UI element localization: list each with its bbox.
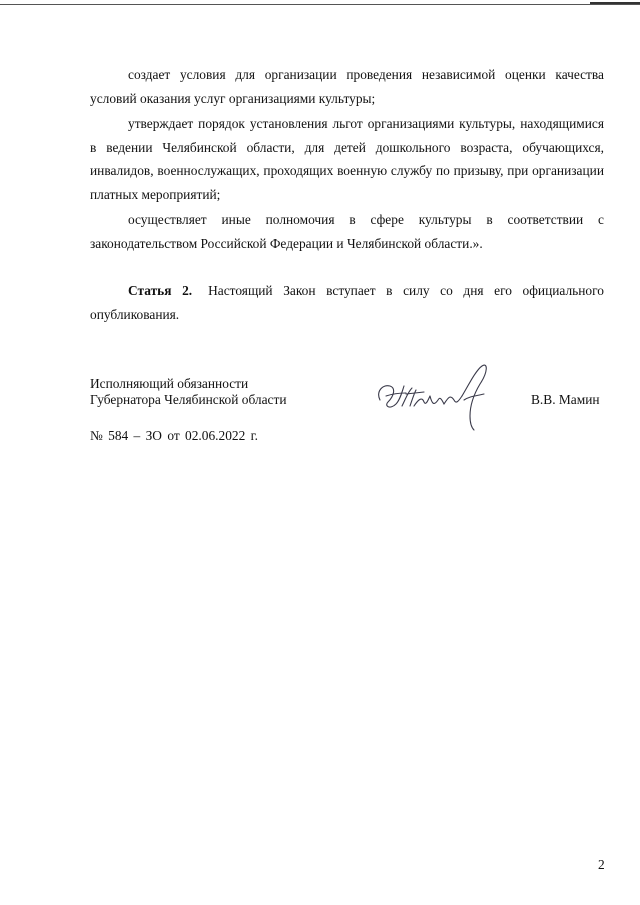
signatory-position-line-2: Губернатора Челябинской области — [90, 392, 287, 407]
top-border-line-accent — [590, 2, 640, 4]
signatory-position-line-1: Исполняющий обязанности — [90, 376, 249, 391]
paragraph-text: осуществляет иные полномочия в сфере культуры в соответствии с законодательством Российской Федерации и Челябинской области.». — [90, 212, 604, 251]
article-text: Настоящий Закон вступает в силу со дня его официального опубликования. — [90, 283, 604, 322]
top-border-line — [0, 4, 640, 5]
signatory-position — [90, 376, 287, 408]
paragraph-text: утверждает порядок установления льгот организациями культуры, находящимися в ведении Челябинской области, для детей дошкольного возраста, обучающихся, инвалидов, военнослужащих, проходящих военную службу по призыву, при организации платных мероприятий; — [90, 116, 604, 202]
body-paragraph — [90, 112, 604, 206]
article-label: Статья 2. — [128, 283, 193, 298]
paragraph-text: создает условия для организации проведения независимой оценки качества условий оказания услуг организациями культуры; — [90, 67, 604, 106]
signer-name: В.В. Мамин — [531, 392, 600, 407]
body-paragraph — [90, 208, 604, 255]
body-paragraph — [90, 63, 604, 110]
article-paragraph — [90, 279, 604, 326]
law-number: № 584 – ЗО от 02.06.2022 г. — [90, 428, 258, 443]
handwritten-signature — [366, 356, 498, 434]
page-number: 2 — [598, 857, 605, 872]
